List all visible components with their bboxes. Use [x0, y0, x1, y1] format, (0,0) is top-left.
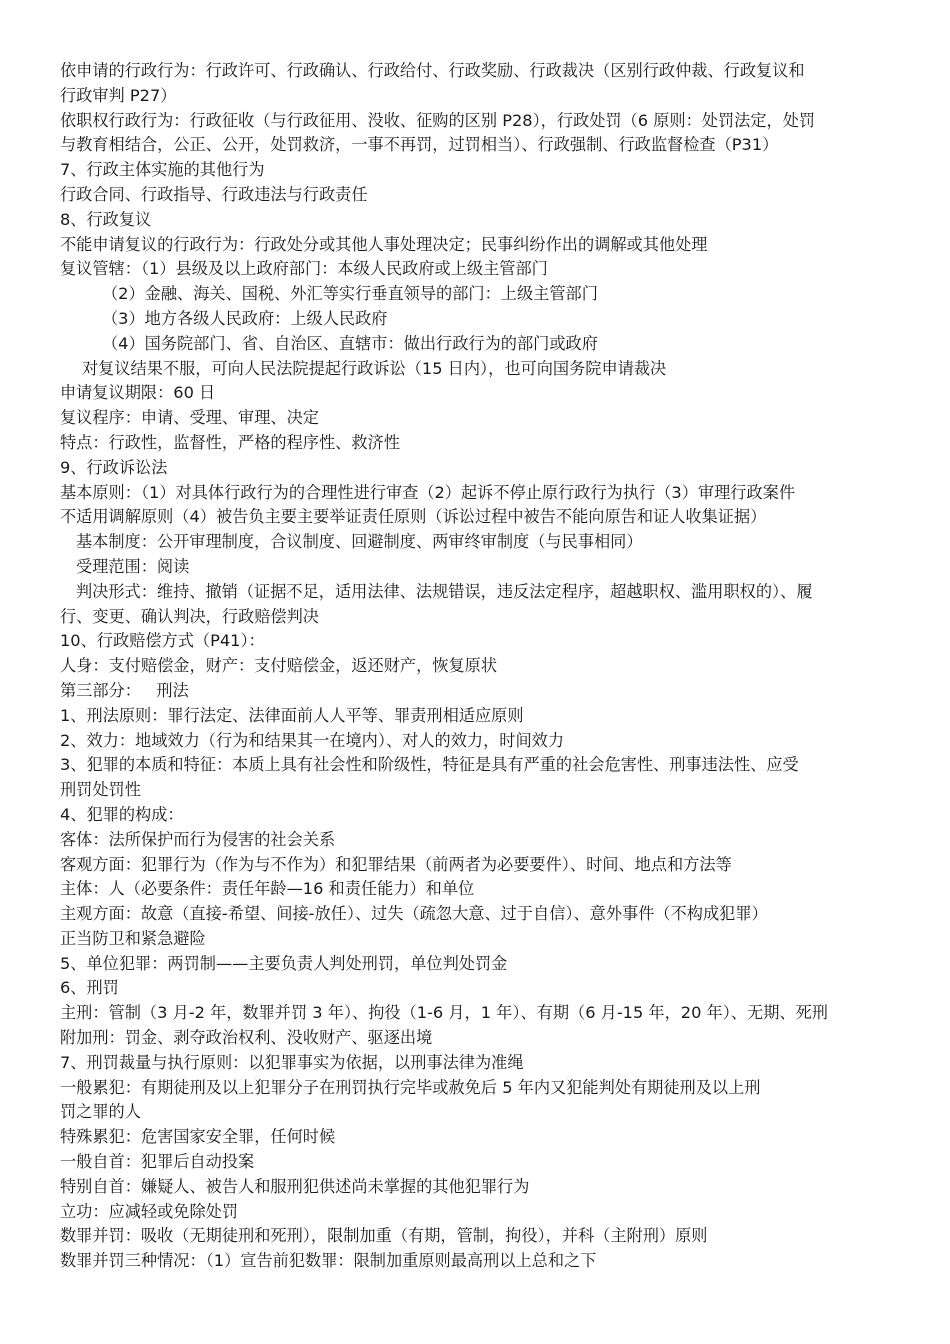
text-line: 刑罚处罚性 — [60, 780, 141, 800]
section-heading: 6、刑罚 — [60, 978, 119, 998]
text-line: 3、犯罪的本质和特征：本质上具有社会性和阶级性，特征是具有严重的社会危害性、刑事违法性、应受 — [60, 755, 799, 775]
text-line: 复议管辖：（1）县级及以上政府部门：本级人民政府或上级主管部门 — [60, 259, 548, 279]
text-line: 1、刑法原则：罪行法定、法律面前人人平等、罪责刑相适应原则 — [60, 705, 524, 725]
text-line: 行、变更、确认判决，行政赔偿判决 — [60, 606, 319, 626]
text-line: 基本制度：公开审理制度，合议制度、回避制度、两审终审制度（与民事相同） — [76, 532, 643, 552]
text-line: 不能申请复议的行政行为：行政处分或其他人事处理决定；民事纠纷作出的调解或其他处理 — [60, 234, 708, 254]
text-line: 主观方面：故意（直接-希望、间接-放任）、过失（疏忽大意、过于自信）、意外事件（不构成犯罪） — [60, 904, 768, 924]
text-line: 特点：行政性，监督性，严格的程序性、救济性 — [60, 432, 400, 452]
text-line: 罚之罪的人 — [60, 1102, 141, 1122]
text-line: 2、效力：地域效力（行为和结果其一在境内）、对人的效力，时间效力 — [60, 730, 565, 750]
text-line: 主刑：管制（3 月-2 年，数罪并罚 3 年）、拘役（1-6 月，1 年）、有期（6 月-15 年，20 年）、无期、死刑 — [60, 1003, 828, 1023]
text-line: 判决形式：维持、撤销（证据不足，适用法律、法规错误，违反法定程序，超越职权、滥用职权的）、履 — [76, 581, 813, 601]
text-line: 依职权行政行为：行政征收（与行政征用、没收、征购的区别 P28），行政处罚（6 原则：处罚法定，处罚 — [60, 110, 816, 130]
part-heading: 第三部分： 刑法 — [60, 680, 189, 700]
text-line: 复议程序：申请、受理、审理、决定 — [60, 408, 319, 428]
text-line: 人身：支付赔偿金，财产：支付赔偿金，返还财产，恢复原状 — [60, 656, 498, 676]
text-line: 行政合同、行政指导、行政违法与行政责任 — [60, 184, 368, 204]
text-line: 数罪并罚：吸收（无期徒刑和死刑），限制加重（有期，管制，拘役），并科（主附刑）原则 — [60, 1226, 708, 1246]
text-line: 对复议结果不服，可向人民法院提起行政诉讼（15 日内），也可向国务院申请裁决 — [82, 358, 667, 378]
text-line: （4）国务院部门、省、自治区、直辖市：做出行政行为的部门或政府 — [102, 333, 598, 353]
text-line: 基本原则：（1）对具体行政行为的合理性进行审查（2）起诉不停止原行政行为执行（3）审理行政案件 — [60, 482, 796, 502]
text-line: 数罪并罚三种情况：（1）宣告前犯数罪：限制加重原则最高刑以上总和之下 — [60, 1251, 597, 1271]
section-heading: 9、行政诉讼法 — [60, 457, 168, 477]
text-line: 附加刑：罚金、剥夺政治权利、没收财产、驱逐出境 — [60, 1028, 433, 1048]
text-line: 客观方面：犯罪行为（作为与不作为）和犯罪结果（前两者为必要要件）、时间、地点和方法等 — [60, 854, 732, 874]
text-line: （3）地方各级人民政府：上级人民政府 — [102, 308, 388, 328]
text-line: 一般自首：犯罪后自动投案 — [60, 1152, 255, 1172]
text-line: （2）金融、海关、国税、外汇等实行垂直领导的部门：上级主管部门 — [102, 284, 598, 304]
section-heading: 4、犯罪的构成： — [60, 804, 184, 824]
text-line: 特殊累犯：危害国家安全罪，任何时候 — [60, 1127, 336, 1147]
text-line: 一般累犯：有期徒刑及以上犯罪分子在刑罚执行完毕或赦免后 5 年内又犯能判处有期徒刑及以上刑 — [60, 1077, 761, 1097]
section-heading: 8、行政复议 — [60, 209, 152, 229]
text-line: 受理范围：阅读 — [76, 556, 190, 576]
text-line: 不适用调解原则（4）被告负主要主要举证责任原则（诉讼过程中被告不能向原告和证人收集证据） — [60, 507, 767, 527]
section-heading: 10、行政赔偿方式（P41）： — [60, 631, 265, 651]
text-line: 立功：应减轻或免除处罚 — [60, 1201, 239, 1221]
section-heading: 7、行政主体实施的其他行为 — [60, 160, 265, 180]
document-body — [60, 59, 896, 1274]
text-line: 行政审判 P27） — [60, 85, 177, 105]
text-line: 主体：人（必要条件：责任年龄—16 和责任能力）和单位 — [60, 879, 475, 899]
text-line: 申请复议期限：60 日 — [60, 383, 216, 403]
text-line: 正当防卫和紧急避险 — [60, 928, 206, 948]
text-line: 7、刑罚裁量与执行原则：以犯罪事实为依据，以刑事法律为准绳 — [60, 1052, 524, 1072]
text-line: 与教育相结合，公正、公开，处罚救济，一事不再罚，过罚相当）、行政强制、行政监督检查（P31） — [60, 135, 779, 155]
text-line: 5、单位犯罪：两罚制——主要负责人判处刑罚，单位判处罚金 — [60, 953, 508, 973]
text-line: 特别自首：嫌疑人、被告人和服刑犯供述尚未掌握的其他犯罪行为 — [60, 1176, 530, 1196]
text-line: 客体：法所保护而行为侵害的社会关系 — [60, 829, 336, 849]
text-line: 依申请的行政行为：行政许可、行政确认、行政给付、行政奖励、行政裁决（区别行政仲裁、行政复议和 — [60, 61, 805, 80]
